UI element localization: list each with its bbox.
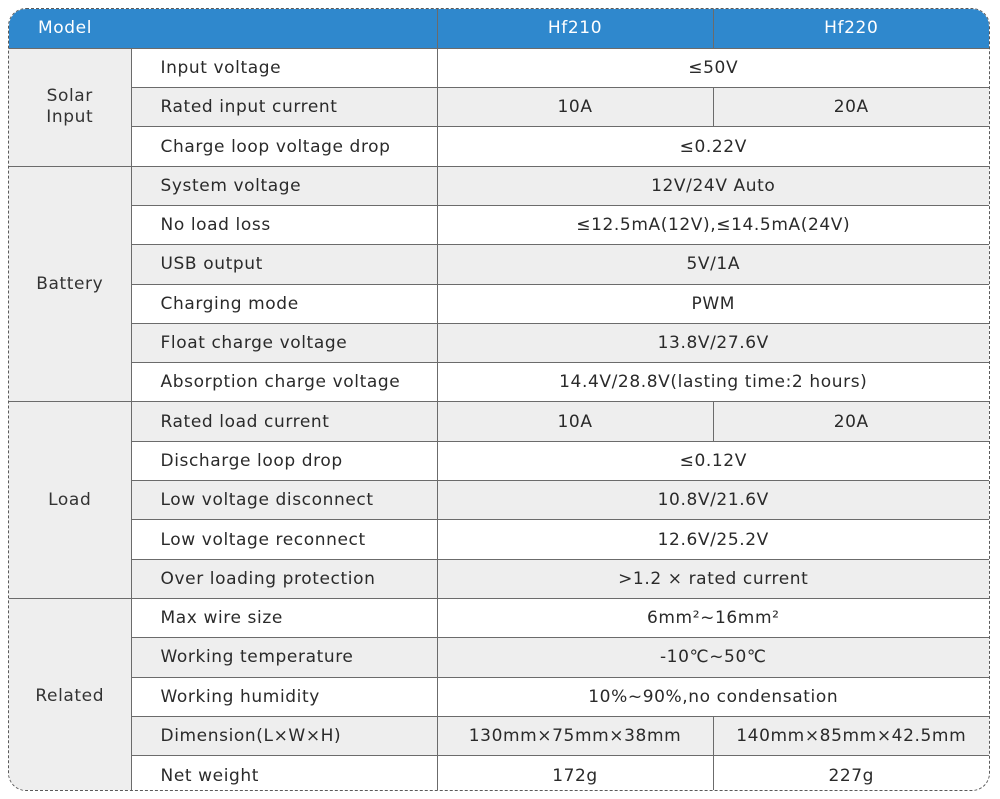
table-row [9, 166, 989, 205]
table-row [9, 323, 989, 362]
param-value: 10.8V/21.6V [437, 481, 989, 520]
param-value-hf210: 10A [437, 402, 713, 441]
param-value-hf220: 20A [713, 402, 989, 441]
param-label: Max wire size [131, 598, 437, 637]
spec-table-frame [8, 8, 990, 791]
group-label: Solar Input [46, 86, 94, 128]
spec-table [9, 9, 989, 791]
table-row [9, 598, 989, 637]
param-value: 13.8V/27.6V [437, 323, 989, 362]
header-row [9, 9, 989, 48]
param-label: Float charge voltage [131, 323, 437, 362]
param-label: Low voltage reconnect [131, 520, 437, 559]
header-hf220: Hf220 [713, 9, 989, 48]
table-row [9, 127, 989, 166]
param-value: ≤50V [437, 48, 989, 87]
table-row [9, 205, 989, 244]
param-label: Working humidity [131, 677, 437, 716]
param-value: PWM [437, 284, 989, 323]
param-label: Charging mode [131, 284, 437, 323]
param-label: Charge loop voltage drop [131, 127, 437, 166]
param-label: Discharge loop drop [131, 441, 437, 480]
param-label: System voltage [131, 166, 437, 205]
table-row [9, 638, 989, 677]
table-row [9, 363, 989, 402]
param-value-hf210: 10A [437, 88, 713, 127]
param-value: ≤12.5mA(12V),≤14.5mA(24V) [437, 205, 989, 244]
group-related: Related [9, 598, 131, 791]
param-label: Low voltage disconnect [131, 481, 437, 520]
param-label: Rated load current [131, 402, 437, 441]
group-load: Load [9, 402, 131, 598]
param-value: ≤0.12V [437, 441, 989, 480]
param-value: -10℃~50℃ [437, 638, 989, 677]
table-row [9, 481, 989, 520]
param-value-hf220: 227g [713, 756, 989, 791]
table-row [9, 402, 989, 441]
table-row [9, 441, 989, 480]
header-hf210: Hf210 [437, 9, 713, 48]
table-row [9, 284, 989, 323]
table-row [9, 520, 989, 559]
header-model: Model [9, 9, 437, 48]
param-value-hf210: 172g [437, 756, 713, 791]
param-value: 5V/1A [437, 245, 989, 284]
table-row [9, 716, 989, 755]
param-value: >1.2 × rated current [437, 559, 989, 598]
table-row [9, 245, 989, 284]
param-label: Over loading protection [131, 559, 437, 598]
group-solar-input [9, 48, 131, 166]
table-row [9, 677, 989, 716]
param-label: Absorption charge voltage [131, 363, 437, 402]
param-label: Dimension(L×W×H) [131, 716, 437, 755]
param-label: Working temperature [131, 638, 437, 677]
param-value: 14.4V/28.8V(lasting time:2 hours) [437, 363, 989, 402]
param-value: 12.6V/25.2V [437, 520, 989, 559]
param-value: ≤0.22V [437, 127, 989, 166]
param-label: No load loss [131, 205, 437, 244]
param-label: USB output [131, 245, 437, 284]
param-value-hf210: 130mm×75mm×38mm [437, 716, 713, 755]
param-label: Input voltage [131, 48, 437, 87]
param-value: 12V/24V Auto [437, 166, 989, 205]
group-battery: Battery [9, 166, 131, 402]
table-row [9, 559, 989, 598]
table-row [9, 88, 989, 127]
param-label: Rated input current [131, 88, 437, 127]
table-row [9, 48, 989, 87]
param-label: Net weight [131, 756, 437, 791]
param-value: 6mm²~16mm² [437, 598, 989, 637]
param-value-hf220: 140mm×85mm×42.5mm [713, 716, 989, 755]
table-row [9, 756, 989, 791]
param-value: 10%~90%,no condensation [437, 677, 989, 716]
param-value-hf220: 20A [713, 88, 989, 127]
